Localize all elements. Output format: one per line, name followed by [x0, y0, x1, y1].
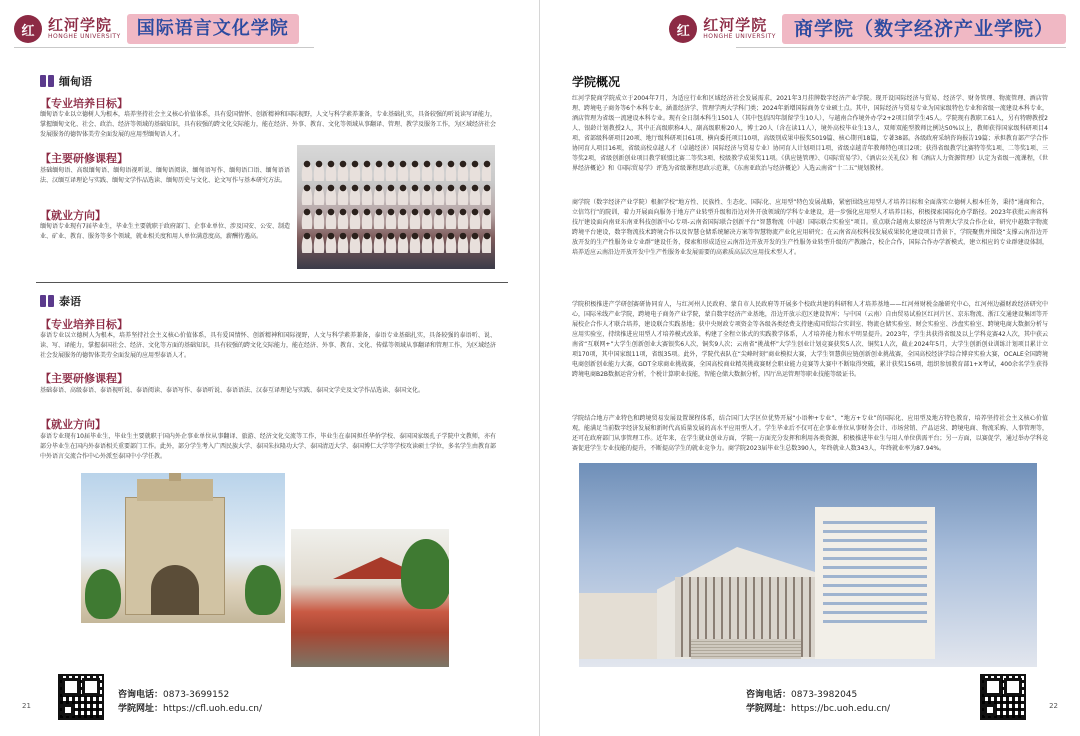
- website-label: 学院网址：: [118, 704, 164, 714]
- thai-course-text: 基础泰语、高级泰语、泰语视听说、泰语阅读、泰语写作、泰语听说、泰语语法、汉泰互译理论与实践、泰国文学史及文学作品选读、泰国文化。: [40, 387, 425, 394]
- qr-code-icon[interactable]: [58, 674, 104, 720]
- phone-label: 咨询电话：: [746, 690, 792, 700]
- university-logo: [48, 15, 121, 40]
- university-name-en: HONGHE UNIVERSITY: [703, 32, 776, 40]
- book-icon: [40, 75, 54, 87]
- section-name: 缅甸语: [59, 75, 92, 88]
- qr-code-icon[interactable]: [980, 674, 1026, 720]
- right-page: [540, 0, 1080, 736]
- university-seal-icon: 红: [669, 15, 697, 43]
- phone-number: 0873-3982045: [791, 690, 858, 700]
- left-header: [14, 12, 299, 46]
- burmese-career-text: 缅甸语专业现有7届毕业生，毕业生主要就职于政府部门、企事业单位、涉及国安、公安、制造业、矿业、教育、服务等多个领域，就业相关度和用人单位满意度高，薪酬待遇高。: [40, 223, 290, 240]
- burmese-group-photo: [296, 144, 496, 270]
- section-name: 泰语: [59, 295, 81, 308]
- left-contact: [118, 688, 262, 716]
- website-label: 学院网址：: [746, 704, 792, 714]
- phone-label: 咨询电话：: [118, 690, 164, 700]
- thai-goal-heading: 【专业培养目标】: [40, 318, 128, 331]
- header-divider: [736, 47, 1066, 48]
- about-paragraph-2: 商学院（数字经济产业学院）根据学校“地方性、民族性、生态化、国际化、应用型”特色发展战略，紧密围绕应用型人才培养目标和全面落实立德树人根本任务，秉持“通商和合，立信笃行”的院训，着力开展面向服务于地方产业转型升级和沿边对外开放领域的学科专业建设，进一步强化应用型人才培养目标，积极探索国际化办学路径。2023年获批云南省科技厅建设面向南亚东南亚科技创新中心专项-云南省国际联合创新平台“智慧物流（中越）国际联合实验室”项目。重点联合越南太原经济与管理大学及合作企业，研究中越数字物流跨境平台建设，数字物流技术跨境合作以及智慧仓储系统解决方案等智慧物流产业化应用研究；在云南省高校科技发展成果转化建设项目背景下，学院聚焦并围绕“支撑云南沿边开放开发的生产性服务业专业群”建设任务，探索和形成适应云南沿边开放开发的生产性服务业转型升级的产教融合，校企合作，国际合作办学新模式，建立相应的专业群建设体制，培养适应云南沿边开放开发中生产性服务业发展需要的高素质高层次应用技术型人才。: [572, 199, 1048, 256]
- page-title: 国际语言文化学院: [127, 14, 299, 44]
- burmese-course-text: 基础缅甸语、高级缅甸语、缅甸语视听说、缅甸语阅读、缅甸语写作、缅甸语口语、缅甸语语法、汉缅互译理论与实践、缅甸文学作品选读、缅甸历史与文化、论文写作与基本研究方法。: [40, 167, 290, 184]
- section-thai-heading: [40, 293, 81, 309]
- book-icon: [40, 295, 54, 307]
- page-number: 22: [1049, 702, 1058, 710]
- section-divider: [36, 282, 508, 283]
- right-header: [669, 12, 1066, 46]
- laos-arch-photo: [80, 472, 286, 624]
- thai-career-heading: 【就业方向】: [40, 418, 106, 431]
- right-contact: [746, 688, 890, 716]
- thai-career-text: 泰语专业现有10届毕业生，毕业生主要就职于国内外企事业单位从事翻译、旅游、经济文化交流等工作，毕业生在泰国担任华侨学校、泰国国家级孔子学院中文教师，亦有部分毕业生在国内外泰语相关重要部门工作。此外，部分学生考入广西民族大学、泰国朱拉隆功大学、泰国清迈大学、泰国博仁大学等学校攻读硕士学位，多名学生由教育部中外语言交流合作中心外派至泰国中小学任教。: [40, 433, 497, 460]
- university-seal-icon: 红: [14, 15, 42, 43]
- burmese-course-heading: 【主要研修课程】: [40, 152, 128, 165]
- about-paragraph-4: 学院结合地方产业特色和跨境贸易发展设置课程体系，结合国门大学区位优势开展“小语种+专业”、“地方+专业”的国际化、应用型及地方特色教育，培养坚持社会主义核心价值观，能满足当前数字经济发展和新时代高质量发展的高水平应用型人才。学生毕业后不仅可在企事业单位从事财务会计、市场营销、产品运营、跨境电商、物流采购、人事管理等，还可在政府部门从事管理工作。近年来，在学生就业创业方面，学院一方面充分发挥和利用各类资源，积极推进毕业生与用人单位供需平台；另一方面，以赛促学，通过举办学科竞赛促进学生专业技能的提升，不断提高学生的就业竞争力。商学院2023届毕业生总数390人，年终就业人数343人，年终就业率为87.94%。: [572, 415, 1048, 452]
- header-divider: [14, 47, 314, 48]
- university-logo: [703, 15, 776, 40]
- page-title: 商学院（数字经济产业学院）: [782, 14, 1066, 44]
- phone-number: 0873-3699152: [163, 690, 230, 700]
- section-burmese-heading: [40, 73, 92, 89]
- about-heading: 学院概况: [572, 75, 621, 89]
- website-link[interactable]: https://bc.uoh.edu.cn/: [791, 704, 891, 714]
- burmese-career-heading: 【就业方向】: [40, 209, 106, 222]
- about-paragraph-1: 红河学院商学院成立于2004年7月，为适应行业和区域经济社会发展需求，2021年3月挂牌数字经济产业学院。现开设国际经济与贸易、经济学、财务管理、物流管理、酒店管理、跨境电子商务等6个本科专业，涵盖经济学、管理学两大学科门类；2024年新增国际商务专业硕士点。其中，国际经济与贸易专业为国家级特色专业和省级一流建设本科专业，酒店管理为省级一流建设本科专业。现有全日制本科生1501人（其中包括四年制留学生10人），与越南合作境外办学2+2项目留学生45人。学院现有教职工61人，另有特聘教授2人、银龄计划教授2人，其中正高级职称4人、副高级职称20人，博士20人（含在读11人），境外高校毕业生13人，双师双能型教师比例达50%以上，教师获得国家级科研项目4项、省部级科研项目20项、地厅级科研项目61项、横向委托项目10项，高级别成果申报奖5019篇、核心期刊18篇，专著38部。各级政府采纳咨询报告19篇；承担教育部产学合作协同育人项目16项，省级高校卓越人才（卓越经济）国际经济与贸易专业）协同育人计划项目1项，省级卓越青年教师特色项目2项；获得省级教学比赛特等奖1项、二等奖1项、三等奖2项，省级创新创业项目教学联盟比赛二等奖3项、校级教学成果奖11项。《供应链管理》、《国际贸易学》、《酒店公关礼仪》和《酒店人力资源管理》认定为省级一流课程，《世界经济概论》和《国际贸易学》评选为省级课程思政示范课，《东南亚政治与经济概论》入选云南省“十二五”规划教材。: [572, 95, 1048, 172]
- university-name: 红河学院: [703, 15, 768, 34]
- thai-goal-text: 泰语专业以立德树人为根本，培养坚持社会主义核心价值体系，具有爱国情怀、创新精神和国际视野，人文与科学素养兼备，泰语专业基础扎实，具备较强的泰语听、说、读、写、译能力，掌握泰国社会、经济、文化等方面的基础知识，具有较强的跨文化交际能力，能在经济、外事、教育、文化、传媒等领域从事翻译和管理工作，为区域经济社会发展服务的德智体美劳全面发展的应用型泰语人才。: [40, 332, 497, 359]
- about-paragraph-3: 学院积极推进产学研创赛研协同育人，与红河州人民政府、蒙自市人民政府等开展多个校政共建的科研和人才培养基地——红河州财税金融研究中心，红河州边疆财政经济研究中心，国际米线产业学院，跨境电子商务产业学院，蒙自数字经济产业基地，沿边开放示范区建设智库；与中国（云南）自由贸易试验区红河片区、京东物流、浙江交通建设集团等开展校企合作人才联合培养，建设联合实践基地；获中央财政专项资金等各级各类经费支持建成国贸综合实训室、物流仓储实验室、财会实验室、沙盘实验室、跨境电商大数据分析与应用实验室，持续推进应用型人才培养模式改革，构建了全程立体式的实践教学体系，人才培养能力和水平明显提升。2023年，学生共获得省级及以上学科竞赛42人次，其中获云南省“互联网+”大学生创新创业大赛银奖6人次，铜奖9人次；云南省“挑战杯”大学生创业计划竞赛获奖5人次、铜奖1人次，截止2024年5月，大学生创新创业训练计划项目累计立项170项，其中国家级11项，省级35项。此外，学院代表队在“尖峰时刻”商业模拟大赛，大学生智慧供应链创新创业挑战赛，全国高校经济学综合博弈实验大赛，OCALE全国跨境电商创新创业能力大赛，GDT全球商业挑战赛，全国高校商业精英挑战赛财会职业能力竞赛等大赛中不断取得突破，累计获奖156项，组织参加教育部1+X考试，400余名学生获得跨境电商B2B数据运营分析，个税计算职业技能，智能仓储大数据分析，四厅出运管理等职业技能等级证书。: [572, 301, 1048, 378]
- thai-palace-photo: [290, 528, 450, 668]
- website-link[interactable]: https://cfl.uoh.edu.cn/: [163, 704, 263, 714]
- university-name-en: HONGHE UNIVERSITY: [48, 32, 121, 40]
- burmese-goal-heading: 【专业培养目标】: [40, 97, 128, 110]
- campus-building-photo: [578, 462, 1038, 668]
- page-number: 21: [22, 702, 31, 710]
- thai-course-heading: 【主要研修课程】: [40, 372, 128, 385]
- burmese-goal-text: 缅甸语专业以立德树人为根本，培养坚持社会主义核心价值体系，具有爱国情怀、创新精神和国际视野，人文与科学素养兼备，专业基础扎实，具备较强的听说读写译能力，掌握缅甸文化、社会、政治、经济等领域的基础知识，具有较强的跨文化交际能力，能在经济、外事、教育、文化等领域从事翻译、管理、教学及服务工作，为区域经济社会发展服务的德智体美劳全面发展的应用型缅甸语人才。: [40, 111, 497, 138]
- university-name: 红河学院: [48, 15, 113, 34]
